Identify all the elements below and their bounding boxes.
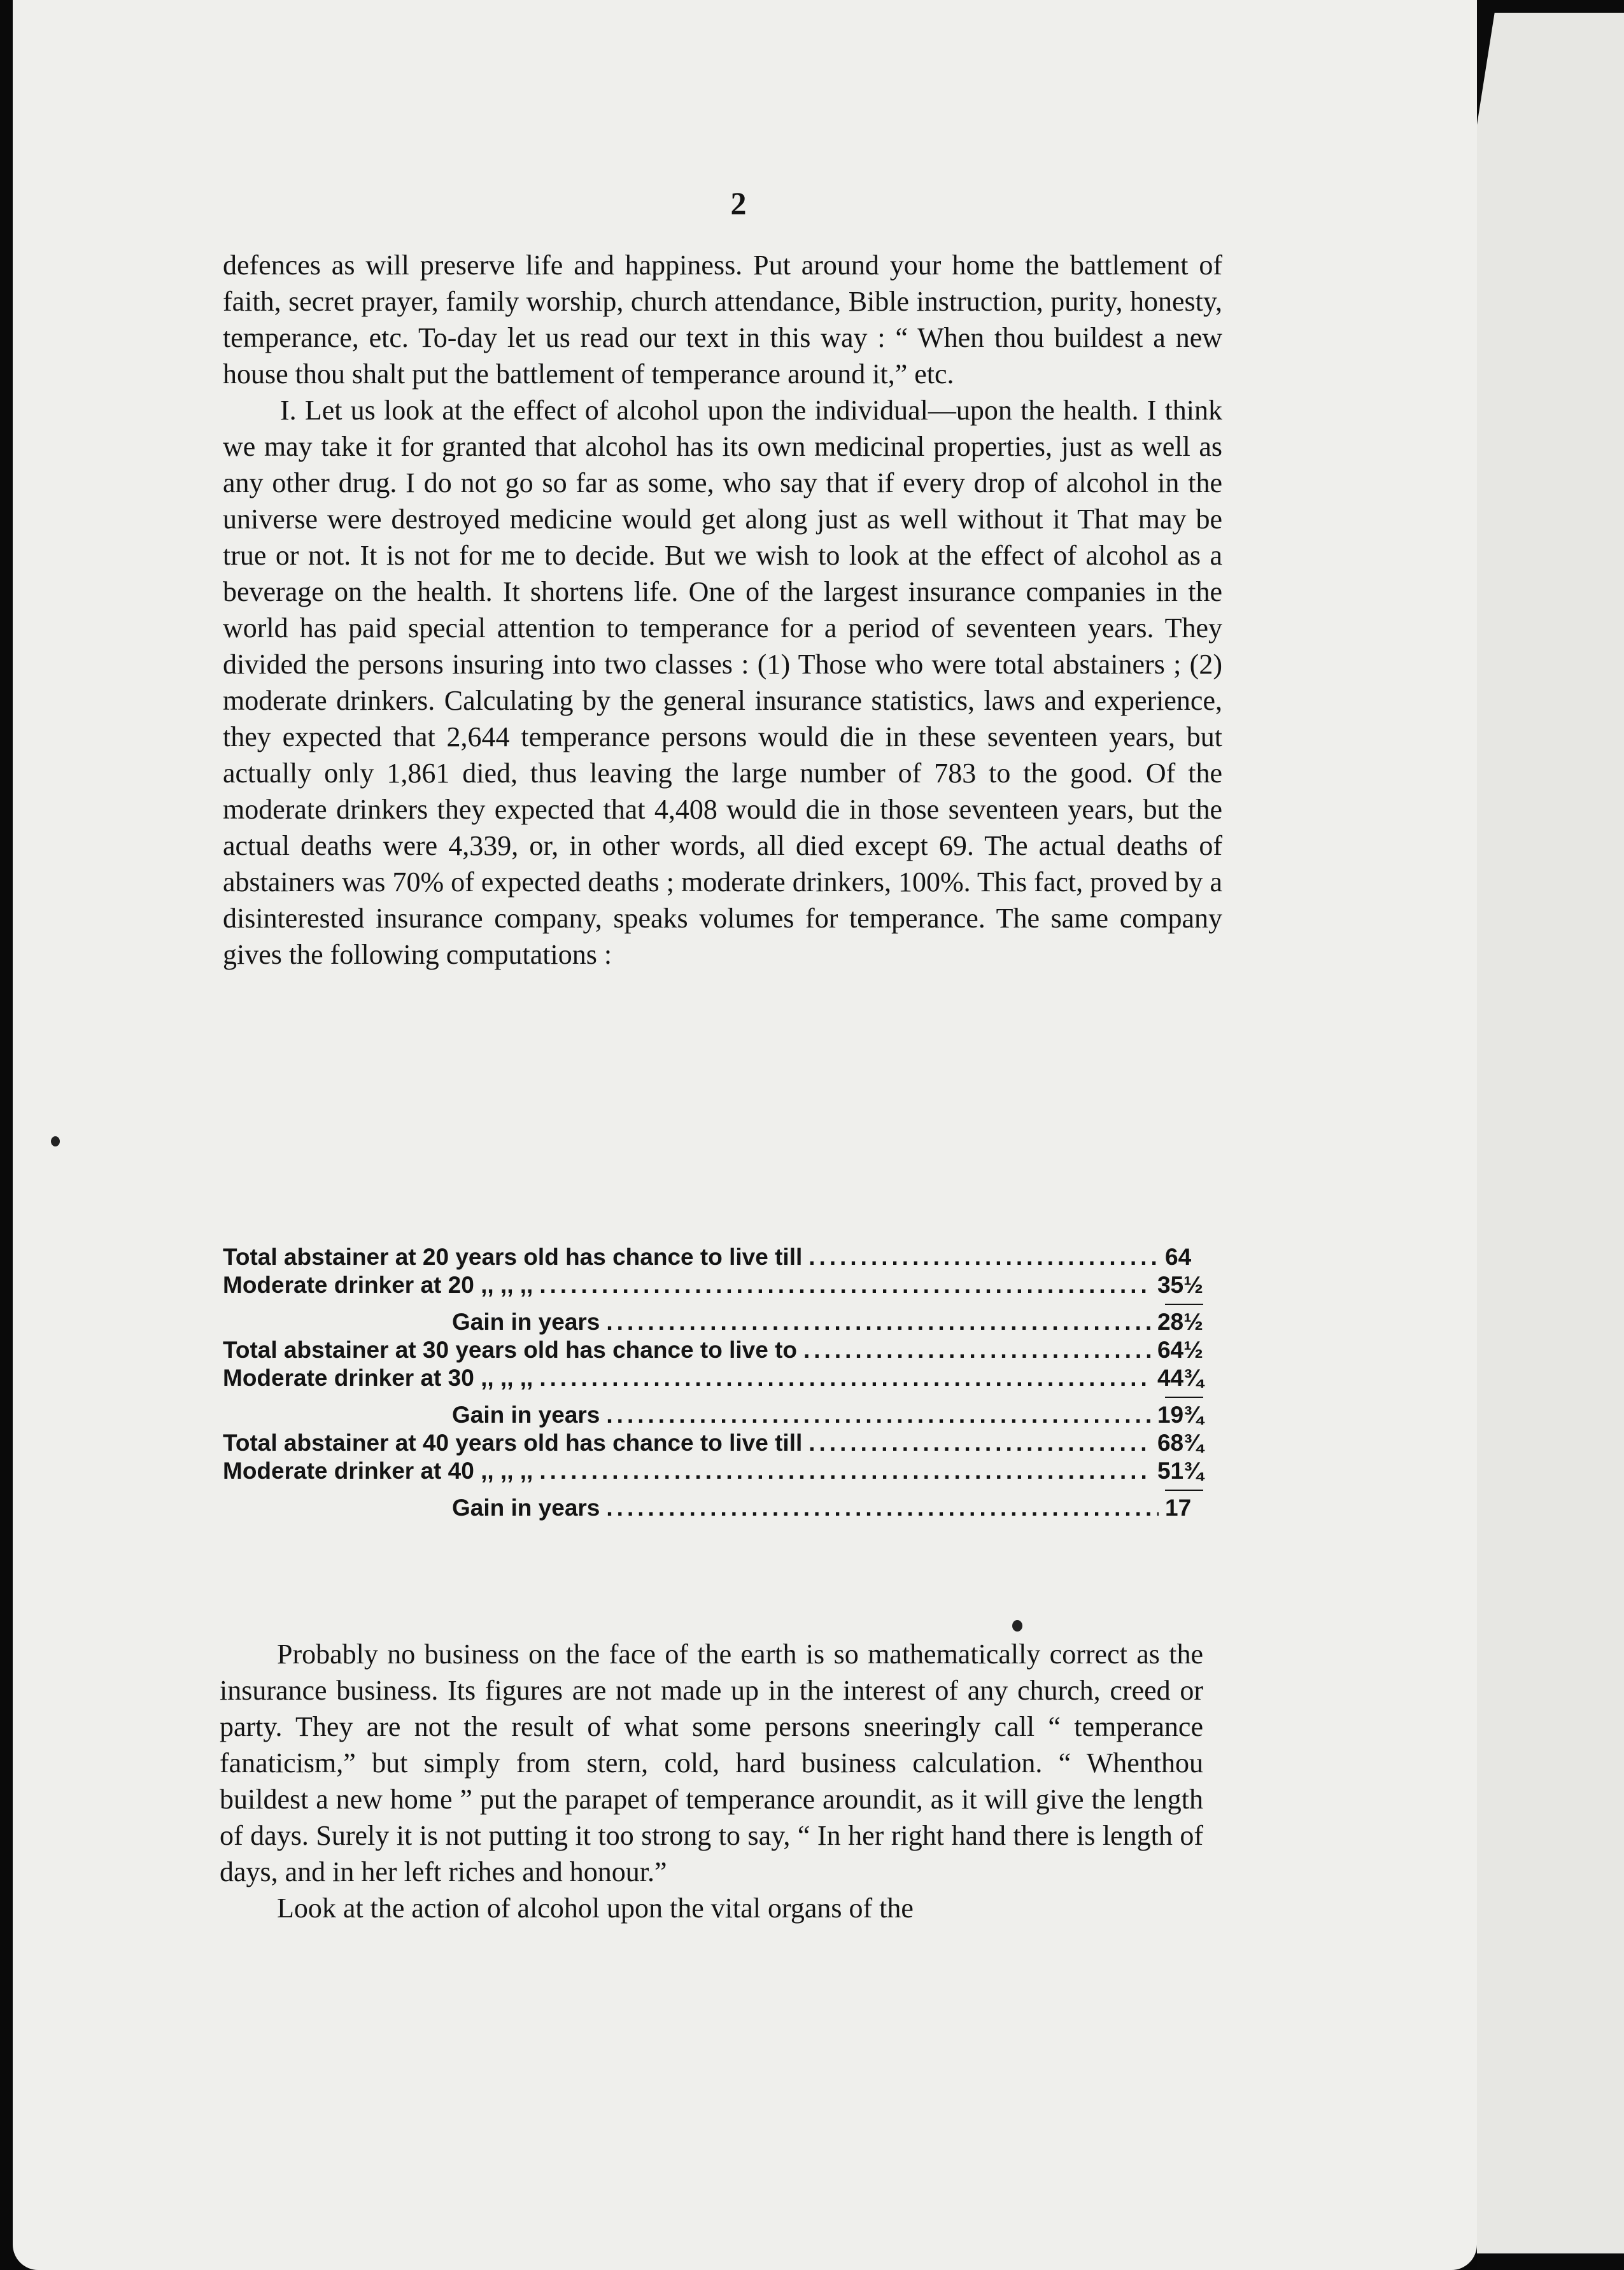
row-value: 44¾	[1157, 1365, 1203, 1391]
leader-dots	[803, 1337, 1151, 1364]
row-value: 64½	[1157, 1337, 1203, 1363]
row-label: Moderate drinker at 30 ,, ,, ,,	[223, 1365, 533, 1391]
row-value: 35½	[1157, 1272, 1203, 1298]
row-label: Moderate drinker at 20 ,, ,, ,,	[223, 1272, 533, 1298]
body-text-bottom	[220, 1636, 1203, 1926]
leader-dots	[606, 1402, 1151, 1428]
gain-value: 17	[1165, 1495, 1192, 1521]
gain-label: Gain in years	[452, 1495, 600, 1521]
leader-dots	[606, 1309, 1151, 1336]
gain-row	[223, 1484, 1203, 1521]
paragraph-vital-organs: Look at the action of alcohol upon the vital organs of the	[277, 1893, 914, 1924]
gain-label: Gain in years	[452, 1402, 600, 1428]
leader-dots	[606, 1495, 1159, 1521]
table-row	[223, 1456, 1203, 1484]
row-label: Total abstainer at 40 years old has chance to live till	[223, 1430, 803, 1456]
page-number: 2	[730, 185, 747, 221]
gain-label: Gain in years	[452, 1309, 600, 1335]
leader-dots	[808, 1244, 1159, 1271]
table-row	[223, 1428, 1203, 1456]
gain-row	[223, 1392, 1203, 1428]
leader-dots	[539, 1272, 1151, 1299]
paragraph-alcohol-effect: I. Let us look at the effect of alcohol upon the individual—upon the health. I think we may take it for granted that alcohol has its own medicinal properties, just as well as any other drug. I do not go so far as some, who say that if every drop of alcohol in the universe were destroyed medicine would get along just as well without it That may be true or not. It is not for me to decide. But we wish to look at the effect of alcohol as a beverage on the health. It shortens life. One of the largest insurance companies in the world has paid special attention to temperance for a period of seventeen years. They divided the persons insuring into two classes : (1) Those who were total abstainers ; (2) moderate drinkers. Calculating by the general insurance statistics, laws and experience, they expected that 2,644 temperance persons would die in these seventeen years, but actually only 1,861 died, thus leaving the large number of 783 to the good. Of the moderate drinkers they expected that 4,408 would die in those seventeen years, but the actual deaths were 4,339, or, in other words, all died except 69. The actual deaths of abstainers was 70% of expected deaths ; moderate drinkers, 100%. This fact, proved by a disinterested insurance company, speaks volumes for temperance. The same company gives the following computations :	[223, 395, 1222, 970]
leader-dots	[539, 1458, 1151, 1484]
paragraph-insurance: Probably no business on the face of the earth is so mathematically correct as the insurance business. Its figures are not made up in the interest of any church, creed or party. They are not the result of what some persons sneeringly call “ temperance fanaticism,” but simply from stern, cold, hard business calculation. “ Whenthou buildest a new home ” put the parapet of temperance aroundit, as it will give the length of days. Surely it is not putting it too strong to say, “ In her right hand there is length of days, and in her left riches and honour.”	[220, 1639, 1203, 1887]
life-expectancy-table	[223, 1243, 1203, 1521]
table-row	[223, 1243, 1203, 1271]
row-label: Total abstainer at 20 years old has chance to live till	[223, 1244, 803, 1270]
leader-dots	[539, 1365, 1151, 1392]
gain-value: 28½	[1157, 1309, 1203, 1335]
row-label: Total abstainer at 30 years old has chance to live to	[223, 1337, 798, 1363]
ink-spot	[51, 1136, 60, 1146]
ink-spot	[1012, 1620, 1022, 1632]
gain-value: 19¾	[1157, 1402, 1203, 1428]
table-row	[223, 1364, 1203, 1392]
row-value: 51¾	[1157, 1458, 1203, 1484]
body-text-top	[223, 247, 1222, 973]
row-value: 64	[1165, 1244, 1192, 1270]
gain-row	[223, 1299, 1203, 1336]
facing-page-edge	[1477, 13, 1624, 2253]
table-row	[223, 1271, 1203, 1299]
row-label: Moderate drinker at 40 ,, ,, ,,	[223, 1458, 533, 1484]
table-row	[223, 1336, 1203, 1364]
paragraph-defences: defences as will preserve life and happiness. Put around your home the battlement of faith, secret prayer, family worship, church attendance, Bible instruction, purity, honesty, temperance, etc. To-day let us read our text in this way : “ When thou buildest a new house thou shalt put the battlement of temperance around it,” etc.	[223, 250, 1222, 390]
leader-dots	[808, 1430, 1151, 1456]
row-value: 68¾	[1157, 1430, 1203, 1456]
